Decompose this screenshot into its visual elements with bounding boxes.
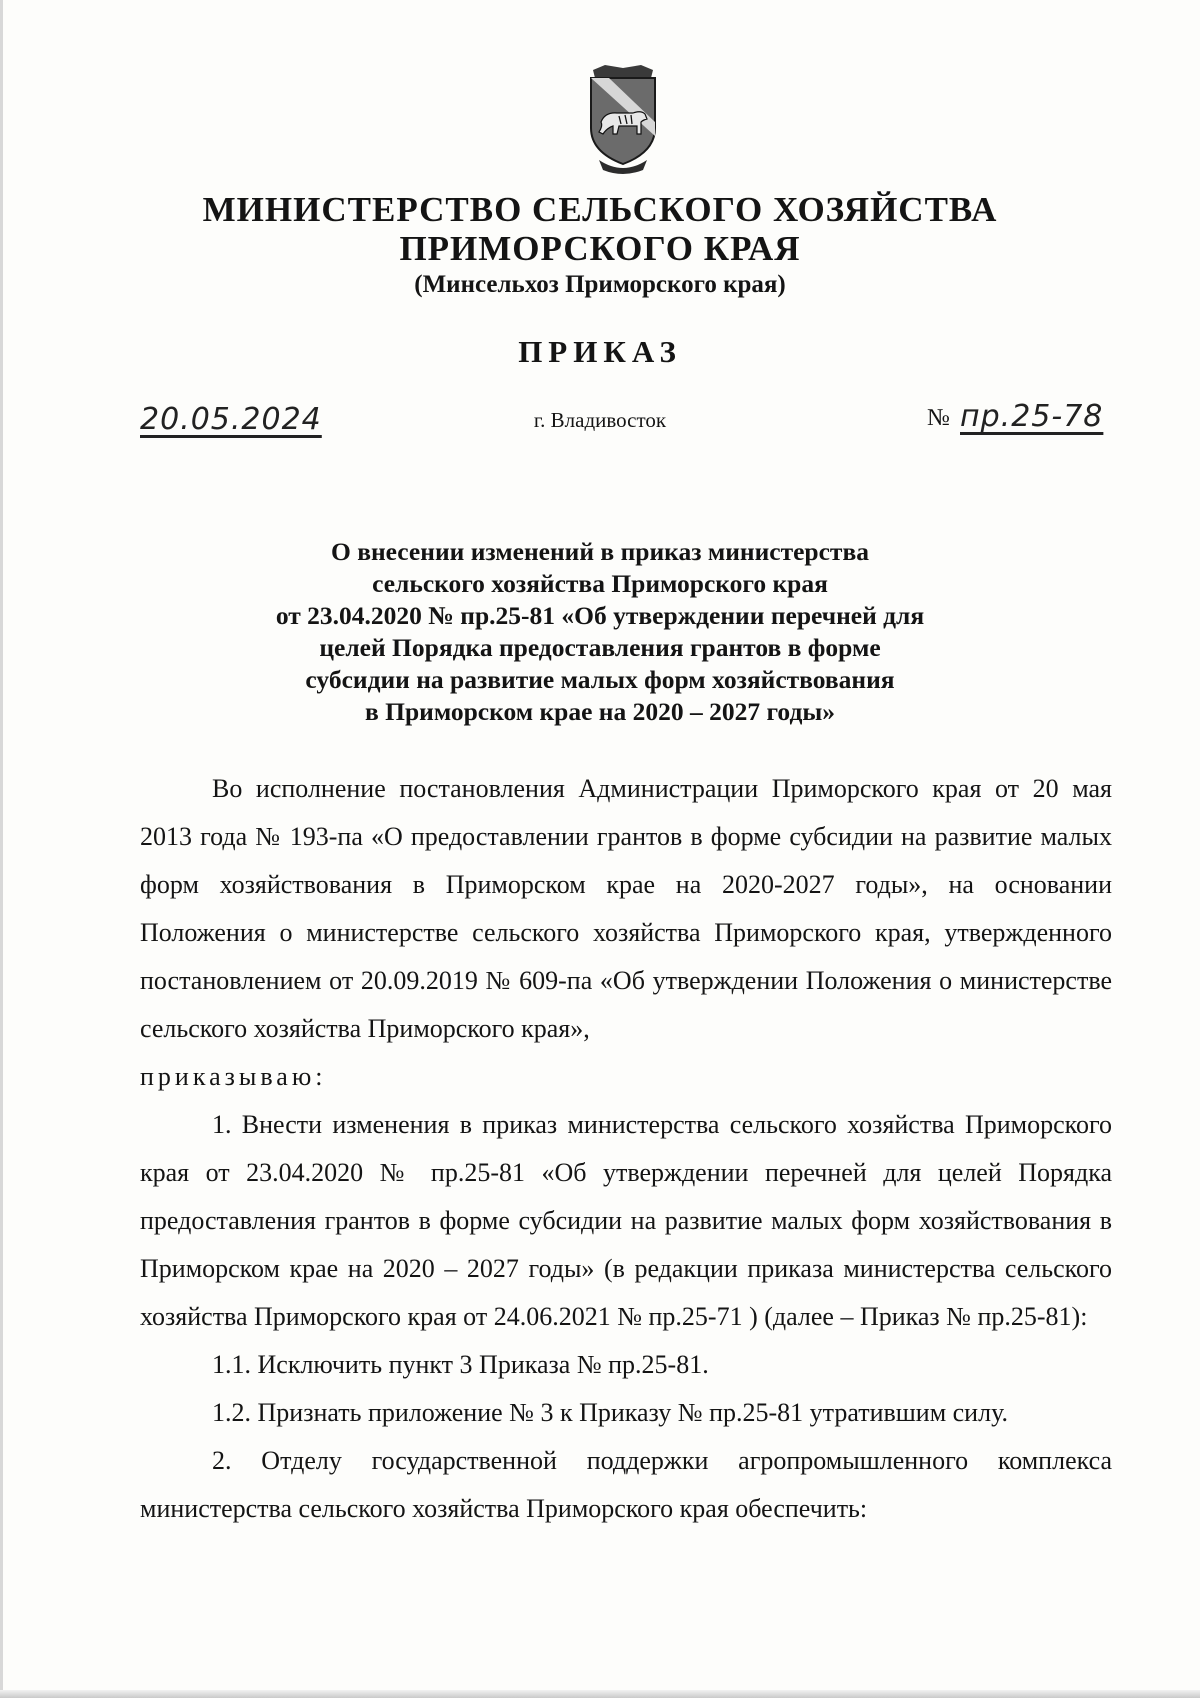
scan-edge-bottom <box>0 1690 1200 1698</box>
order-subject <box>220 536 980 728</box>
order-city: г. Владивосток <box>533 408 667 432</box>
document-type-title: ПРИКАЗ <box>518 334 682 369</box>
orders-word: приказываю: <box>140 1062 327 1091</box>
order-date-handwritten: 20.05.2024 <box>140 402 322 437</box>
ministry-name-line2: ПРИМОРСКОГО КРАЯ <box>399 229 801 268</box>
subject-line: в Приморском крае на 2020 – 2027 годы» <box>364 697 836 726</box>
order-number-handwritten: пр.25-78 <box>960 399 1104 434</box>
clause-1-1: 1.1. Исключить пункт 3 Приказа № пр.25-81. <box>212 1350 709 1379</box>
order-number-label: № <box>927 405 950 431</box>
subject-line: сельского хозяйства Приморского края <box>372 569 828 598</box>
order-body <box>140 765 1112 1533</box>
ministry-name-line1: МИНИСТЕРСТВО СЕЛЬСКОГО ХОЗЯЙСТВА <box>202 190 998 229</box>
subject-line: субсидии на развитие малых форм хозяйствования <box>305 665 895 694</box>
coat-of-arms-tiger-icon <box>585 64 661 178</box>
ministry-short-name: (Минсельхоз Приморского края) <box>414 271 786 298</box>
preamble-paragraph: Во исполнение постановления Администрации Приморского края от 20 мая 2013 года № 193-па «О предоставлении грантов в форме субсидии на развитие малых форм хозяйствования в Приморском крае на 2020-2027 годы», на основании Положения о министерстве сельского хозяйства Приморского края, утвержденного постановлением от 20.09.2019 № 609-па «Об утверждении Положения о министерстве сельского хозяйства Приморского края», <box>140 774 1112 1043</box>
subject-line: от 23.04.2020 № пр.25-81 «Об утверждении перечней для <box>275 601 925 630</box>
clause-1-2: 1.2. Признать приложение № 3 к Приказу № пр.25-81 утратившим силу. <box>212 1398 1008 1427</box>
subject-line: О внесении изменений в приказ министерства <box>331 537 869 566</box>
clause-2: 2. Отделу государственной поддержки агропромышленного комплекса министерства сельского хозяйства Приморского края обеспечить: <box>140 1446 1112 1523</box>
clause-1: 1. Внести изменения в приказ министерства сельского хозяйства Приморского края от 23.04.2020 № пр.25-81 «Об утверждении перечней для целей Порядка предоставления грантов в форме субсидии на развитие малых форм хозяйствования в Приморском крае на 2020 – 2027 годы» (в редакции приказа министерства сельского хозяйства Приморского края от 24.06.2021 № пр.25-71 ) (далее – Приказ № пр.25-81): <box>140 1110 1112 1331</box>
subject-line: целей Порядка предоставления грантов в форме <box>319 633 881 662</box>
